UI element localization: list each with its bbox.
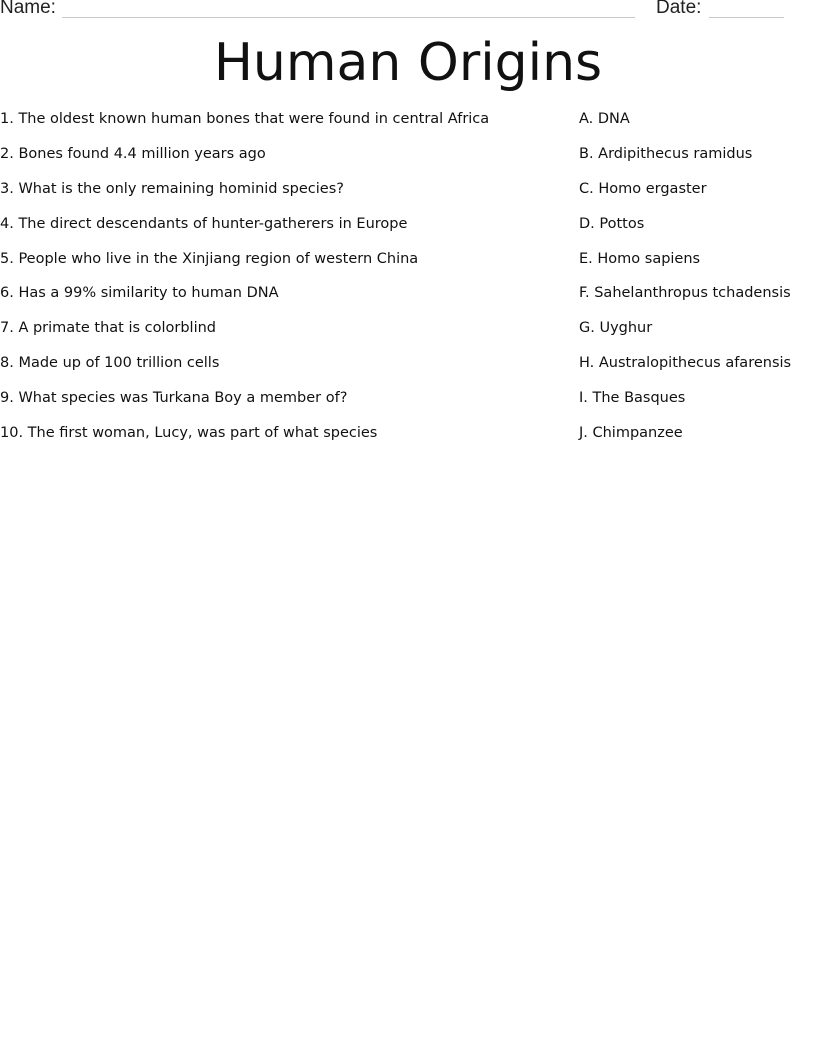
answer-option: J. Chimpanzee (579, 425, 683, 442)
list-item (0, 355, 816, 390)
list-item (0, 216, 816, 251)
list-item (0, 390, 816, 425)
answer-option: B. Ardipithecus ramidus (579, 145, 753, 162)
name-field-line[interactable] (62, 17, 635, 18)
page-title: Human Origins (213, 33, 603, 93)
list-item (0, 285, 816, 320)
clue-text: 5. People who live in the Xinjiang region of western China (0, 250, 419, 267)
date-field-line[interactable] (709, 17, 784, 18)
clue-text: 9. What species was Turkana Boy a member of? (0, 390, 348, 407)
matching-list (0, 111, 816, 460)
answer-option: C. Homo ergaster (579, 180, 707, 197)
name-label: Name: (0, 0, 56, 18)
clue-text: 10. The first woman, Lucy, was part of what species (0, 425, 378, 442)
clue-text: 2. Bones found 4.4 million years ago (0, 145, 266, 162)
list-item (0, 146, 816, 181)
list-item (0, 181, 816, 216)
worksheet-header (0, 0, 816, 24)
list-item (0, 425, 816, 460)
list-item (0, 251, 816, 286)
answer-option: I. The Basques (579, 390, 686, 407)
answer-option: A. DNA (579, 111, 630, 127)
list-item (0, 320, 816, 355)
clue-text: 6. Has a 99% similarity to human DNA (0, 285, 279, 302)
answer-option: G. Uyghur (579, 320, 653, 337)
answer-option: F. Sahelanthropus tchadensis (579, 285, 791, 302)
date-label: Date: (656, 0, 702, 18)
clue-text: 8. Made up of 100 trillion cells (0, 355, 220, 372)
clue-text: 4. The direct descendants of hunter-gatherers in Europe (0, 215, 408, 232)
clue-text: 7. A primate that is colorblind (0, 320, 216, 337)
answer-option: E. Homo sapiens (579, 250, 701, 267)
clue-text: 1. The oldest known human bones that were found in central Africa (0, 111, 490, 127)
clue-text: 3. What is the only remaining hominid species? (0, 180, 344, 197)
answer-option: D. Pottos (579, 215, 645, 232)
answer-option: H. Australopithecus afarensis (579, 355, 792, 372)
list-item (0, 111, 816, 146)
